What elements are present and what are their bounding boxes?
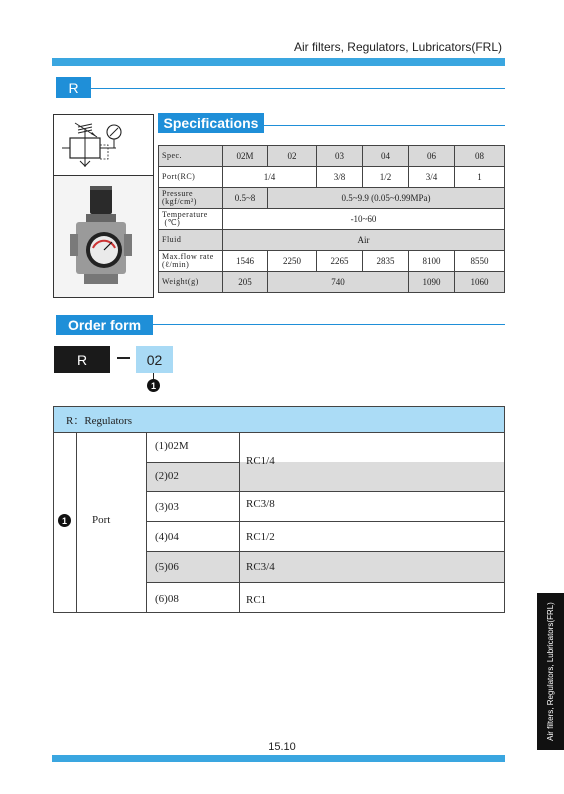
flow-cell: 8100	[409, 251, 455, 272]
order-form-line	[153, 324, 505, 325]
code-dash	[117, 357, 130, 359]
flow-cell: 2835	[363, 251, 409, 272]
port-cell: 3/8	[317, 167, 363, 188]
code-value-box: 02	[136, 346, 173, 373]
option-item: (5)06	[155, 561, 179, 573]
port-label: Port(RC)	[159, 167, 223, 188]
order-col-divider	[239, 433, 240, 612]
top-divider	[52, 58, 505, 66]
port-value: RC3/8	[246, 498, 275, 510]
flow-cell: 2250	[268, 251, 317, 272]
flow-cell: 1546	[223, 251, 268, 272]
row-marker-circle: 1	[58, 514, 71, 527]
port-value: RC3/4	[246, 561, 275, 573]
option-item: (1)02M	[155, 440, 189, 452]
specifications-line	[264, 125, 505, 126]
port-value: RC1	[246, 594, 267, 606]
bottom-divider	[52, 755, 505, 762]
order-row-divider	[146, 521, 504, 522]
page-number: 15.10	[268, 741, 296, 753]
option-item: (2)02	[155, 470, 179, 482]
port-row-label: Port	[92, 514, 111, 526]
code-prefix-box: R	[54, 346, 110, 373]
order-row-bg	[147, 552, 504, 582]
order-col-divider	[146, 433, 147, 612]
section-code-label: R	[56, 77, 91, 98]
order-row-divider	[146, 551, 504, 552]
port-value: RC1/4	[246, 455, 275, 467]
spec-header-label: Spec.	[159, 146, 223, 167]
port-cell: 1	[455, 167, 505, 188]
pressure-row	[159, 188, 505, 209]
option-item: (3)03	[155, 501, 179, 513]
weight-cell: 205	[223, 272, 268, 293]
side-tab-text-wrap	[537, 593, 564, 750]
port-cell: 3/4	[409, 167, 455, 188]
model-cell: 08	[455, 146, 505, 167]
port-value: RC1/2	[246, 531, 275, 543]
model-cell: 02	[268, 146, 317, 167]
product-image-box	[53, 114, 154, 298]
fluid-cell: Air	[223, 230, 505, 251]
flow-row	[159, 251, 505, 272]
temperature-row	[159, 209, 505, 230]
temperature-cell: -10~60	[223, 209, 505, 230]
pressure-label: Pressure (kgf/cm²)	[159, 188, 223, 209]
section-line	[91, 88, 505, 89]
order-row-bg	[147, 462, 504, 491]
order-form-label: Order form	[56, 315, 153, 335]
header-title: Air filters, Regulators, Lubricators(FRL)	[293, 40, 502, 54]
option-item: (4)04	[155, 531, 179, 543]
model-cell: 02M	[223, 146, 268, 167]
order-row-divider	[146, 462, 240, 463]
specifications-table	[158, 145, 505, 293]
regulator-symbol	[54, 115, 153, 176]
order-row-divider	[146, 582, 504, 583]
order-table-title: R：Regulators	[54, 407, 504, 433]
weight-cell: 1060	[455, 272, 505, 293]
option-item: (6)08	[155, 593, 179, 605]
flow-label: Max.flow rate (ℓ/min)	[159, 251, 223, 272]
side-tab-text: Air filters, Regulators, Lubricators(FRL)	[546, 602, 555, 741]
specifications-label: Specifications	[158, 113, 264, 133]
port-cell: 1/2	[363, 167, 409, 188]
model-cell: 06	[409, 146, 455, 167]
weight-label: Weight(g)	[159, 272, 223, 293]
fluid-label: Fluid	[159, 230, 223, 251]
weight-row	[159, 272, 505, 293]
temperature-label: Temperature (℃)	[159, 209, 223, 230]
pressure-cell: 0.5~9.9 (0.05~0.99MPa)	[268, 188, 505, 209]
order-col-divider	[76, 433, 77, 612]
pressure-cell: 0.5~8	[223, 188, 268, 209]
regulator-photo	[54, 176, 153, 297]
flow-cell: 2265	[317, 251, 363, 272]
order-row-divider	[146, 491, 504, 492]
port-row	[159, 167, 505, 188]
port-cell: 1/4	[223, 167, 317, 188]
weight-cell: 740	[268, 272, 409, 293]
fluid-row	[159, 230, 505, 251]
code-marker-circle: 1	[147, 379, 160, 392]
weight-cell: 1090	[409, 272, 455, 293]
flow-cell: 8550	[455, 251, 505, 272]
model-cell: 04	[363, 146, 409, 167]
spec-header-row	[159, 146, 505, 167]
model-cell: 03	[317, 146, 363, 167]
